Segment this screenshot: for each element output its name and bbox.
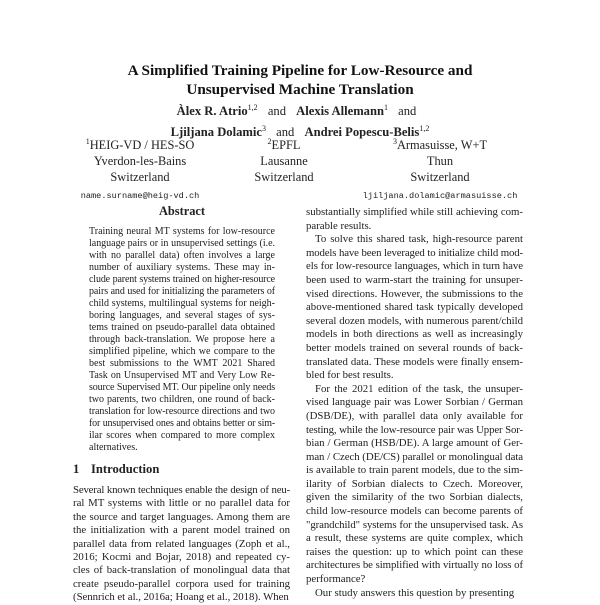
text-line: pairs and used for initializing the parameters of [89,286,275,297]
affil-line: Switzerland [254,170,314,184]
text-line: child low-resource models can become parents of [306,505,523,518]
text-line: substantially simplified while still achieving com- [306,206,523,218]
text-line: For the 2021 edition of the task, the unsuper- [315,382,523,395]
abstract-heading: Abstract [158,204,206,218]
text-line: the initialization with a parent model trained on [73,524,290,537]
text-line: with no parallel data) often involves a large [89,250,275,261]
author-affil-sup: 3 [261,124,266,133]
text-line: (Sennrich et al., 2016a; Hoang et al., 2018). When [73,591,289,604]
affil-line: Armasuisse, W+T [396,138,488,152]
text-line: bian / German (HSB/DE). A large amount of Ger- [306,437,523,450]
text-line: bled for best results. [306,369,394,382]
text-line: Several known techniques enable the design of neu- [73,484,290,496]
affil-line: Yverdon-les-Bains [93,154,187,168]
text-line: through back-translation. We propose here a [89,334,275,345]
text-line: boring languages, and several stages of sys- [89,310,275,321]
paragraph [306,587,523,601]
paragraph [306,383,523,587]
text-line: parable results. [306,219,372,232]
paper-title [0,61,600,99]
paragraph [306,233,523,383]
affil-email: name.surname@heig-vd.ch [80,191,200,201]
text-line: parallel data from related languages (Zoph et al., [73,537,290,550]
text-line: two parents, two children, one round of back- [89,394,275,405]
section-title: Introduction [91,462,160,476]
text-line: "grandchild" systems for the unsupervised task. As [306,518,523,531]
text-line: a result, these systems are quite complex, which [306,532,523,545]
text-line: testing, while the low-resource pair was Upper Sor- [306,423,523,436]
author-affil-sup: 1,2 [419,124,430,133]
author-name: Andrei Popescu-Belis [304,125,420,139]
text-line: translation for low-resource directions and two [89,406,275,417]
affil-sup: 3 [392,137,397,146]
text-line: given the similarity of the two Sorbian dialects, [306,491,523,504]
text-line: To solve this shared task, high-resource parent [315,233,523,246]
affil-sup: 2 [267,137,272,146]
text-line: tems trained on pseudo-parallel data obtained [89,322,275,333]
section-heading-introduction [73,462,159,477]
paragraph [73,484,290,605]
text-line: ilar scores when compared to more complex [89,430,275,441]
text-line: better models trained on several rounds of back- [306,341,523,354]
text-line: ral MT systems with little or no parallel data for [73,497,290,510]
introduction-right-column [306,206,523,600]
affil-line: Switzerland [410,170,470,184]
text-line: performance? [306,573,366,586]
text-line: Training neural MT systems for low-resource [89,226,275,237]
title-line: A Simplified Training Pipeline for Low-Resource and [127,62,473,79]
author-name: Àlex R. Atrio [176,104,248,118]
text-line: been used to warm-start the training for unsuper- [306,273,523,286]
affiliation-2 [232,134,336,185]
text-line: raises the question: up to which point can these [306,545,523,558]
text-line: several dozen models, with numerous parent/child [306,314,523,327]
affiliation-3 [344,134,536,204]
text-line: vised language pair was Lower Sorbian / German [306,396,523,409]
text-line: Task on Unsupervised MT and Very Low Re- [89,370,275,381]
text-line: create pseudo-parallel corpora used for training [73,577,290,590]
text-line: (DSB/DE), with parallel data only available for [306,409,523,422]
text-line: models have been leveraged to initialize child mod- [306,246,523,259]
introduction-left-column [73,484,290,605]
section-number: 1 [73,462,80,476]
text-line: vised directions. However, the submissions to the [306,287,523,300]
text-line: Our study answers this question by presenting [315,586,515,599]
text-line: ilarity of Sorbian dialects to Czech. Moreover, [306,477,523,490]
text-line: is available to train parent models, due to the sim- [306,464,523,477]
text-line: alternatives. [89,442,138,453]
text-line: els for low-resource languages, which in turn have [306,260,523,273]
author-connector: and [398,104,417,118]
affil-line: Switzerland [110,170,170,184]
title-line: Unsupervised Machine Translation [186,81,414,98]
affil-line: EPFL [271,138,301,152]
text-line: for unsupervised ones and obtains better or sim- [89,418,275,429]
author-name: Alexis Allemann [296,104,384,118]
text-line: architectures be simplified with virtually no loss of [306,559,523,572]
affiliation-1 [60,134,220,204]
affil-sup: 1 [85,137,90,146]
text-line: source Supervised MT. Our pipeline only needs [89,382,275,393]
affil-line: Thun [426,154,454,168]
author-affil-sup: 1 [383,103,388,112]
text-line: above-mentioned shared task typically developed [306,301,523,314]
text-line: translated data. These models were finally ensem- [306,355,523,368]
text-line: models in both directions as well as increasingly [306,328,523,341]
text-line: best submissions to the WMT 2021 Shared [89,358,275,369]
text-line: the source and target languages. Among them are [73,510,290,523]
author-connector: and [267,104,287,118]
abstract-body [89,226,275,454]
text-line: child systems, multilingual systems for neigh- [89,298,275,309]
author-name: Ljiljana Dolamic [170,125,262,139]
author-affil-sup: 1,2 [247,103,258,112]
text-line: cles of back-translation of monolingual data that [73,564,290,577]
text-line: 2016; Kocmi and Bojar, 2018) and repeated cy- [73,550,290,563]
affil-email: ljiljana.dolamic@armasuisse.ch [362,191,518,201]
text-line: simplified pipeline, which we compare to the [89,346,275,357]
paragraph [306,206,523,233]
text-line: man / Czech (DE/CS) parallel or monolingual data [306,450,523,463]
text-line: language pairs or in unsupervised settings (i.e. [89,238,275,249]
affil-line: HEIG-VD / HES-SO [89,138,195,152]
text-line: number of auxiliary systems. These may in- [89,262,275,273]
author-connector: and [276,125,295,139]
text-line: clude parent systems trained on higher-resource [89,274,275,285]
affil-line: Lausanne [260,154,308,168]
author-line [0,99,600,120]
paragraph [89,226,275,454]
